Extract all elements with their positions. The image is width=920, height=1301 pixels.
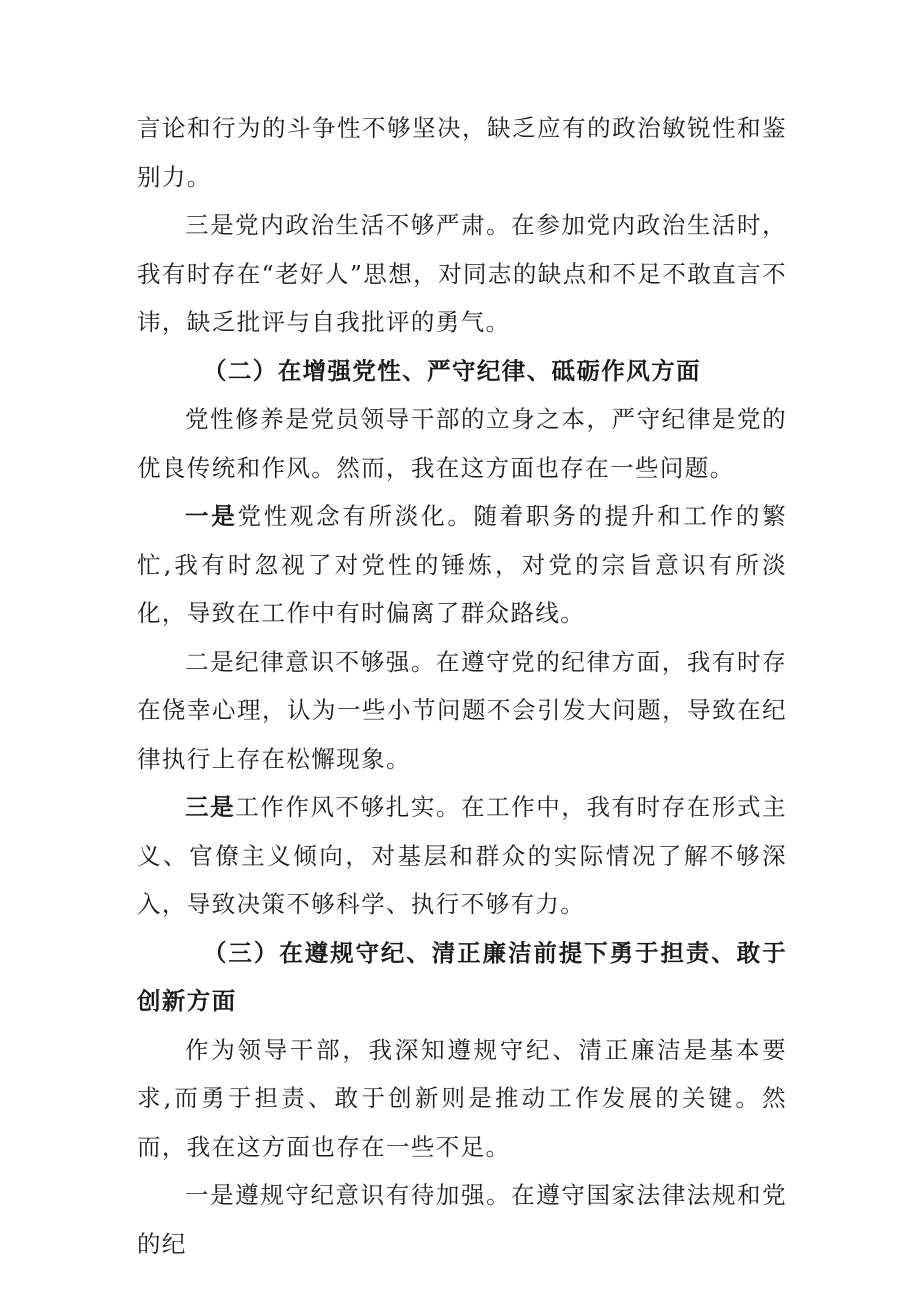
- paragraph-body: 党性观念有所淡化。随着职务的提升和工作的繁忙,我有时忽视了对党性的锤炼，对党的宗旨意识有所淡化，导致在工作中有时偏离了群众路线。: [137, 502, 787, 627]
- paragraph-body: 工作作风不够扎实。在工作中，我有时存在形式主义、官僚主义倾向，对基层和群众的实际情况了解不够深入，导致决策不够科学、执行不够有力。: [137, 793, 787, 918]
- paragraph-discipline: 二是纪律意识不够强。在遵守党的纪律方面，我有时存在侥幸心理，认为一些小节问题不会引发大问题，导致在纪律执行上存在松懈现象。: [137, 647, 787, 773]
- paragraph-compliance: 一是遵规守纪意识有待加强。在遵守国家法律法规和党的纪: [137, 1181, 787, 1258]
- paragraph-responsibility-intro: 作为领导干部，我深知遵规守纪、清正廉洁是基本要求,而勇于担责、敢于创新则是推动工作发展的关键。然而，我在这方面也存在一些不足。: [137, 1035, 787, 1161]
- section-heading-3: （三）在遵规守纪、清正廉洁前提下勇于担责、敢于创新方面: [137, 938, 787, 1015]
- paragraph-continuation: 言论和行为的斗争性不够坚决，缺乏应有的政治敏锐性和鉴别力。: [137, 114, 787, 191]
- paragraph-party-spirit-intro: 党性修养是党员领导干部的立身之本，严守纪律是党的优良传统和作风。然而，我在这方面也存在一些问题。: [137, 405, 787, 482]
- paragraph-lead: 三是: [185, 793, 236, 821]
- document-page: [137, 104, 787, 1268]
- paragraph-work-style: [137, 783, 787, 929]
- paragraph-lead: 一是: [185, 502, 238, 530]
- paragraph-political-life: 三是党内政治生活不够严肃。在参加党内政治生活时，我有时存在“老好人”思想，对同志的缺点和不足不敢直言不讳，缺乏批评与自我批评的勇气。: [137, 211, 787, 336]
- section-heading-2: （二）在增强党性、严守纪律、砥砺作风方面: [203, 356, 701, 385]
- paragraph-party-spirit-1: [137, 492, 787, 638]
